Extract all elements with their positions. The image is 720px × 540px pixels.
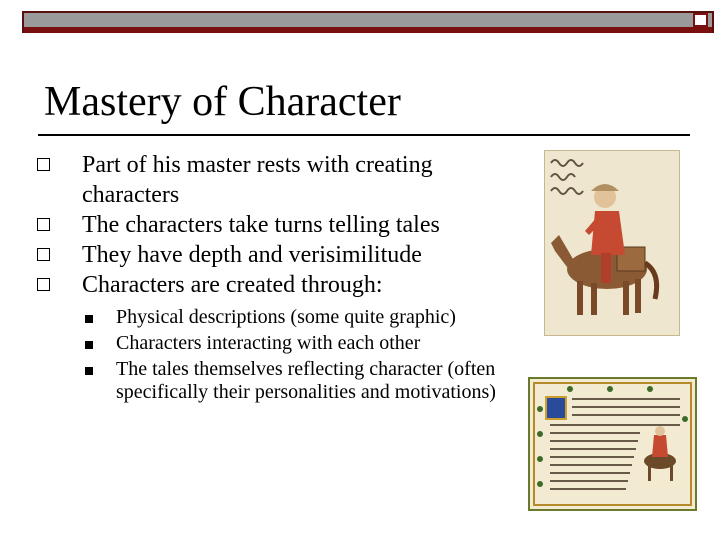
bullet-text: The characters take turns telling tales (82, 212, 440, 238)
manuscript-illustration (528, 377, 697, 511)
hollow-square-bullet-icon (37, 278, 50, 291)
rider-illustration (544, 150, 680, 336)
sub-bullet-list (82, 306, 512, 404)
slide-title: Mastery of Character (44, 79, 401, 125)
top-bar-accent-stripe (24, 27, 712, 33)
sub-bullet-text: The tales themselves reflecting character (often specifically their personalities and motivations) (116, 358, 496, 403)
bullet-item (34, 210, 514, 240)
filled-square-bullet-icon (85, 367, 93, 375)
filled-square-bullet-icon (85, 315, 93, 323)
sub-bullet-item (82, 332, 512, 355)
bullet-list (34, 150, 514, 407)
rider-image (545, 151, 679, 335)
sub-bullet-text: Physical descriptions (some quite graphic) (116, 306, 456, 328)
title-divider (38, 134, 690, 136)
hollow-square-bullet-icon (37, 248, 50, 261)
sub-bullet-item (82, 306, 512, 329)
top-bar-square-icon (693, 13, 708, 27)
bullet-item (34, 150, 514, 210)
filled-square-bullet-icon (85, 341, 93, 349)
bullet-item (34, 240, 514, 270)
sub-bullet-text: Characters interacting with each other (116, 332, 421, 354)
hollow-square-bullet-icon (37, 218, 50, 231)
manuscript-image (530, 379, 695, 509)
sub-bullet-item (82, 358, 512, 404)
bullet-text: They have depth and verisimilitude (82, 242, 422, 268)
top-decorative-bar (22, 11, 714, 33)
bullet-text: Characters are created through: (82, 272, 383, 298)
bullet-text: Part of his master rests with creating characters (82, 152, 433, 208)
hollow-square-bullet-icon (37, 158, 50, 171)
bullet-item (34, 270, 514, 404)
